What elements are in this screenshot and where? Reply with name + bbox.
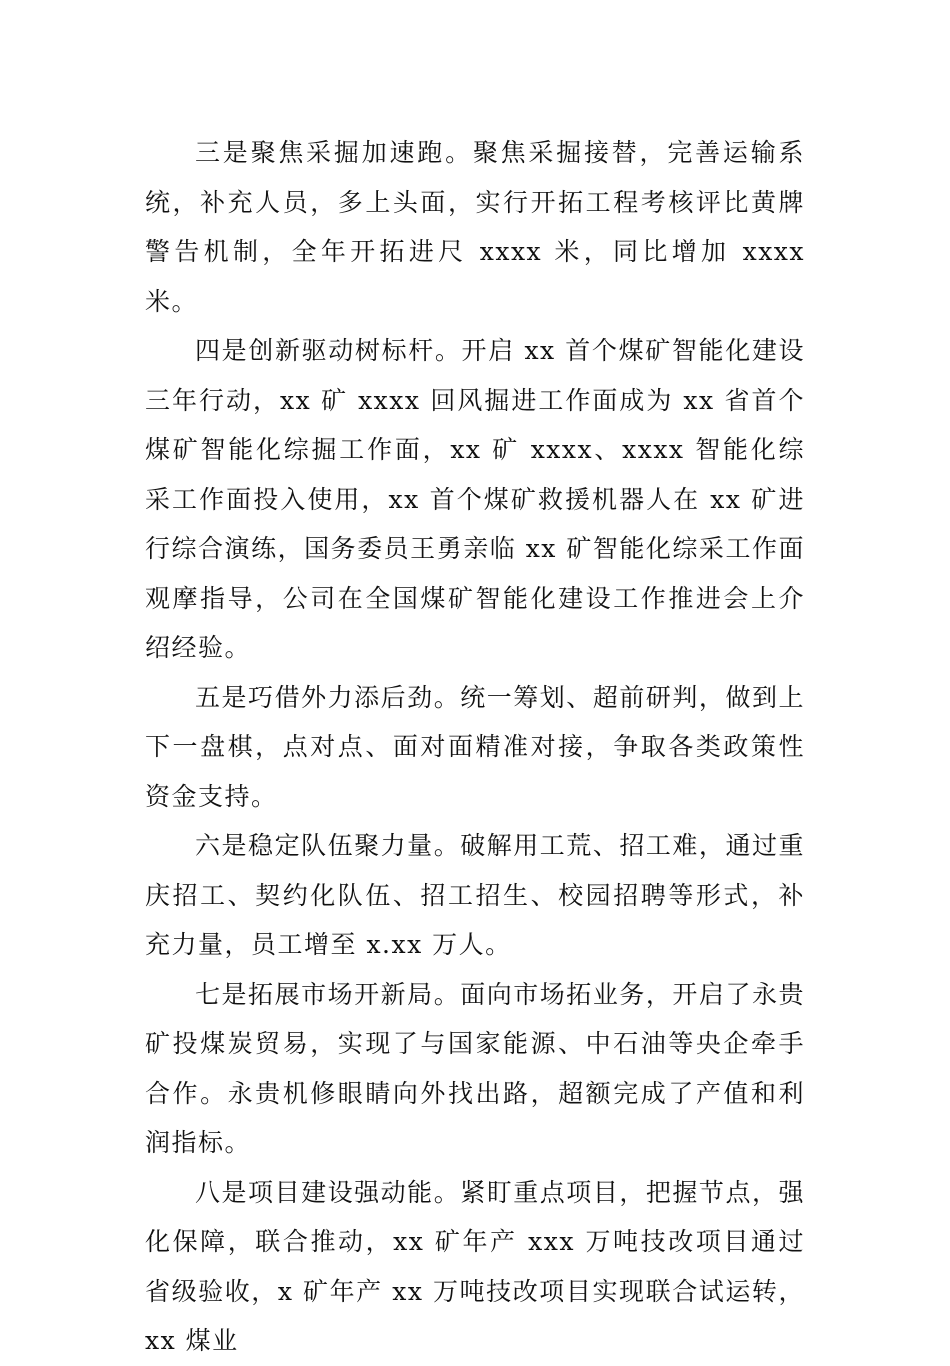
paragraph-item-3: 三是聚焦采掘加速跑。聚焦采掘接替，完善运输系统，补充人员，多上头面，实行开拓工程考核评比黄牌警告机制，全年开拓进尺 xxxx 米，同比增加 xxxx 米。 [145,138,805,316]
paragraph-item-6: 六是稳定队伍聚力量。破解用工荒、招工难，通过重庆招工、契约化队伍、招工招生、校园招聘等形式，补充力量，员工增至 x.xx 万人。 [145,831,805,959]
paragraph-item-4: 四是创新驱动树标杆。开启 xx 首个煤矿智能化建设三年行动，xx 矿 xxxx 回风掘进工作面成为 xx 省首个煤矿智能化综掘工作面，xx 矿 xxxx、xxxx 智能化综采工作面投入使用，xx 首个煤矿救援机器人在 xx 矿进行综合演练，国务委员王勇亲临 xx 矿智能化综采工作面观摩指导，公司在全国煤矿智能化建设工作推进会上介绍经验。 [145,336,805,662]
paragraph-item-5: 五是巧借外力添后劲。统一筹划、超前研判，做到上下一盘棋，点对点、面对面精准对接，争取各类政策性资金支持。 [145,682,805,811]
paragraph-item-8: 八是项目建设强动能。紧盯重点项目，把握节点，强化保障，联合推动，xx 矿年产 xxx 万吨技改项目通过省级验收，x 矿年产 xx 万吨技改项目实现联合试运转，xx 煤业 [145,1177,805,1355]
paragraph-item-7: 七是拓展市场开新局。面向市场拓业务，开启了永贵矿投煤炭贸易，实现了与国家能源、中石油等央企牵手合作。永贵机修眼睛向外找出路，超额完成了产值和利润指标。 [145,979,805,1157]
document-body [145,128,805,1366]
